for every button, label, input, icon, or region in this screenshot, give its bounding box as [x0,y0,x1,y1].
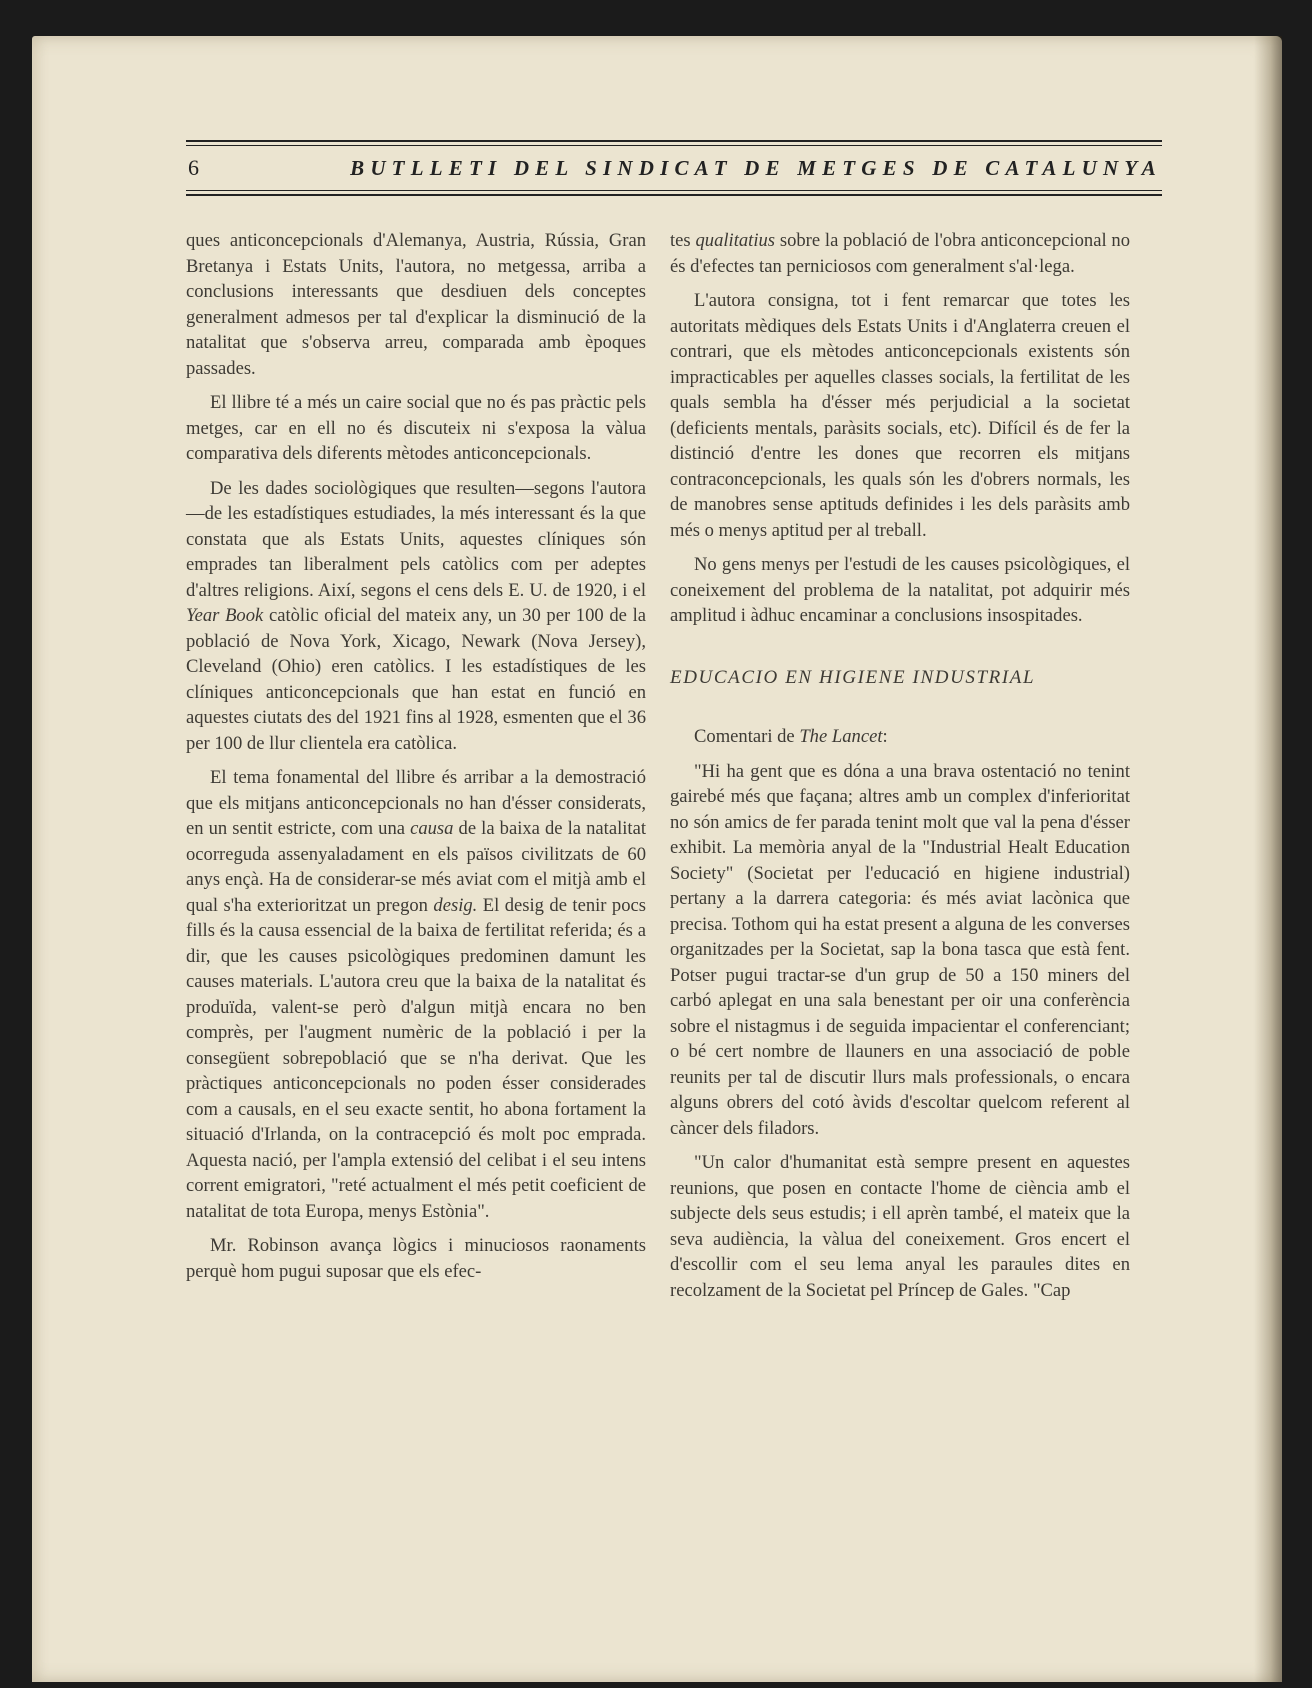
header-rule-bottom [186,194,1162,196]
paragraph: "Hi ha gent que es dóna a una brava ostentació no tenint gairebé més que façana; altres amb un complex d'inferioritat no són amics de fer parada tenint molt que val la pena d'ésser exhibit. La memòria anyal de la "Industrial Healt Education Society" (Societat per l'educació en higiene industrial) pertany a la darrera categoria: és més aviat lacònica que precisa. Tothom qui ha estat present a alguna de les converses organitzades per la Societat, sap la bona tasca que està fent. Potser pugui tractar-se d'un grup de 50 a 150 miners del carbó aplegat en una sala benestant per oir una conferència sobre el nistagmus i de seguida impacientar el conferenciant; o bé cert nombre de llauners en una associació de poble reunits per tal de discutir llurs mals professionals, o encara alguns obrers del cotó àvids d'escoltar quelcom referent al càncer dels filadors. [670,760,1130,1139]
paragraph: "Un calor d'humanitat està sempre present en aquestes reunions, que posen en contacte l'home de ciència amb el subjecte dels seus estudis; i ell aprèn també, el mateix que la seva audiència, la vàlua del coneixement. Gros encert el d'escollir com el seu lema anyal les paraules dites en recolzament de la Societat pel Príncep de Gales. "Cap [670,1152,1130,1301]
emphasis: qualitatius [695,230,776,251]
paragraph [670,228,1130,279]
paragraph: L'autora consigna, tot i fent remarcar que totes les autoritats mèdiques dels Estats Units i d'Anglaterra creuen el contrari, que els mètodes anticoncepcionals existents són impracticables per aquelles classes socials, la fertilitat de les quals sembla ha d'ésser més perjudicial a la societat (deficients mentals, paràsits socials, etc). Difícil és de fer la distinció d'entre les dones que recorren els mitjans contraconcepcionals, les quals són les d'obrers normals, les de manobres sense aptituds definides i les dels paràsits amb més o menys aptitud per al treball. [670,290,1130,541]
paragraph: El llibre té a més un caire social que no és pas pràctic pels metges, car en ell no és discuteix ni s'exposa la vàlua comparativa dels diferents mètodes anticoncepcionals. [186,392,646,464]
page-number: 6 [188,155,199,180]
left-column [186,228,646,1293]
journal-name: The Lancet [799,726,883,747]
paragraph: Mr. Robinson avança lògics i minuciosos raonaments perquè hom pugui suposar que els efec- [186,1235,646,1282]
text-run: El tema fonamental del llibre és arribar a la demostració que els mitjans anticoncepcionals no han d'ésser considerats, en un sentit estricte, com una [186,767,646,839]
text-run: : [882,726,888,747]
paragraph [670,724,1130,750]
book-title: Year Book [186,605,264,626]
header-rule-top-thin [186,145,1162,146]
paragraph: No gens menys per l'estudi de les causes psicològiques, el coneixement del problema de la natalitat, pot adquirir més amplitud i àdhuc encaminar a conclusions insospitades. [670,554,1130,626]
emphasis: causa [410,818,454,839]
text-run: catòlic oficial del mateix any, un 30 per 100 de la població de Nova York, Xicago, Newark (Nova Jersey), Cleveland (Ohio) eren catòlics. I les estadístiques de les clíniques anticoncepcionals que han estat en funció en aquestes ciutats des del 1921 fins al 1928, esmenten que el 36 per 100 de llur clientela era catòlica. [186,605,646,754]
text-run: Comentari de [694,726,800,747]
text-run: tes [670,230,696,251]
emphasis: desig. [433,894,478,916]
paragraph [186,476,646,757]
text-run: El desig de tenir pocs fills és la causa essencial de la baixa de fertilitat referida; és a dir, que les causes psicològiques predominen damunt les causes materials. L'autora creu que la baixa de la natalitat és produïda, valent-se però d'algun mitjà encara no ben comprès, per l'augment numèric de la població i per la consegüent sobrepoblació que se n'ha derivat. Que les pràctiques anticoncepcionals no poden ésser considerades com a causals, en el seu exacte sentit, ho abona fortament la situació d'Irlanda, on la contracepció és molt poc emprada. Aquesta nació, per l'ampla extensió del celibat i el seu intens corrent emigratori, "reté actualment el més petit coeficient de natalitat de tota Europa, menys Estònia". [186,894,646,1222]
section-heading: EDUCACIO EN HIGIENE INDUSTRIAL [670,666,1036,688]
paragraph [186,765,646,1224]
page-spine-shadow [1254,36,1282,1682]
header-rule-bottom-thin [186,190,1162,191]
journal-title: BUTLLETI DEL SINDICAT DE METGES DE CATALUNYA [350,155,1162,180]
text-run: de la baixa de la natalitat ocorreguda assenyaladament en els països civilitzats de 60 anys ençà. Ha de considerar-se més aviat com el mitjà amb el qual s'ha exterioritzat un pregon [186,818,647,916]
text-run: De les dades sociològiques que resulten—segons l'autora—de les estadístiques estudiades, la més interessant és la que constata que als Estats Units, aquestes clíniques són emprades tan liberalment pels catòlics com per adeptes d'altres religions. Així, segons el cens dels E. U. de 1920, i el [186,477,646,601]
right-column [670,228,1130,1312]
header-rule-top [186,140,1162,142]
running-header [186,150,1162,186]
paragraph: ques anticoncepcionals d'Alemanya, Austria, Rússia, Gran Bretanya i Estats Units, l'autora, no metgessa, arriba a conclusions interessants que desdiuen dels conceptes generalment admesos per tal d'explicar la disminució de la natalitat que s'observa arreu, comparada amb èpoques passades. [186,230,646,379]
text-run: sobre la població de l'obra anticoncepcional no és d'efectes tan perniciosos com generalment s'al·lega. [670,230,1131,277]
